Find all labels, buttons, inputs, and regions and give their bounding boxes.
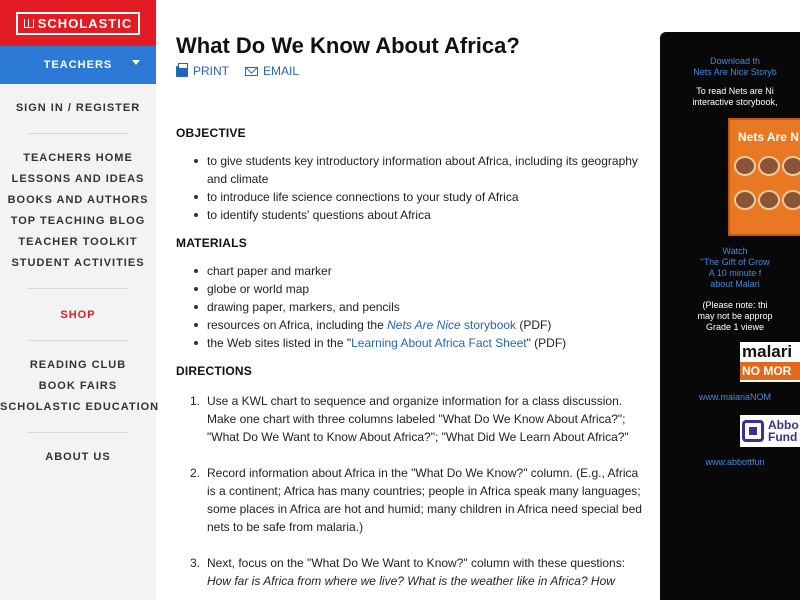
abbott-words: [768, 419, 799, 443]
nav-shop[interactable]: SHOP: [60, 309, 96, 321]
promo-line: may not be approp: [697, 311, 773, 321]
face-icon: [734, 156, 756, 176]
nav-top-teaching-blog[interactable]: TOP TEACHING BLOG: [10, 215, 146, 227]
email-button[interactable]: [245, 64, 299, 78]
logo-bar: [0, 0, 156, 46]
face-icon: [758, 156, 780, 176]
promo-note-text: [660, 300, 800, 333]
abbott-mark-icon: [742, 420, 764, 442]
step-number: 3.: [190, 556, 201, 570]
print-button[interactable]: [176, 64, 229, 78]
list-item: drawing paper, markers, and pencils: [176, 298, 646, 316]
nav-student-activities[interactable]: STUDENT ACTIVITIES: [11, 257, 145, 269]
children-photo: [734, 156, 800, 222]
link-text: storybook: [460, 318, 517, 332]
step-number: 2.: [190, 466, 201, 480]
list-item: to give students key introductory information about Africa, including its geography and climate: [176, 152, 646, 188]
material-text: (PDF): [516, 318, 552, 332]
step-number: 1.: [190, 394, 201, 408]
promo-line: about Malari: [710, 279, 760, 289]
list-item: [176, 334, 646, 352]
print-label: PRINT: [193, 64, 229, 78]
book-icon: [24, 19, 34, 28]
nav-scholastic-education[interactable]: SCHOLASTIC EDUCATION: [0, 401, 160, 413]
objective-list: [176, 152, 646, 224]
article-body: [176, 124, 646, 600]
audience-label: TEACHERS: [43, 59, 113, 71]
list-item: to identify students' questions about Africa: [176, 206, 646, 224]
nets-are-nice-storybook-link[interactable]: [387, 318, 516, 332]
sign-in-register-link[interactable]: SIGN IN / REGISTER: [15, 102, 141, 114]
materials-list: [176, 262, 646, 352]
link-italic-text: Nets Are Nice: [387, 318, 461, 332]
list-item: [176, 316, 646, 334]
direction-step: [176, 464, 646, 536]
malaria-url-link[interactable]: www.malariaNOM: [698, 392, 771, 402]
face-icon: [782, 190, 800, 210]
fact-sheet-link[interactable]: Learning About Africa Fact Sheet: [351, 336, 527, 350]
logo-text: Fund: [768, 430, 798, 444]
material-text: " (PDF): [526, 336, 567, 350]
face-icon: [782, 156, 800, 176]
logo-text: SCHOLASTIC: [37, 15, 133, 31]
abbott-fund-logo[interactable]: [740, 415, 800, 447]
audience-dropdown[interactable]: [0, 46, 156, 84]
article-actions: [176, 64, 299, 78]
nav-teacher-toolkit[interactable]: TEACHER TOOLKIT: [18, 236, 138, 248]
logo-text: malari: [742, 342, 793, 361]
nav-reading-club[interactable]: READING CLUB: [29, 359, 127, 371]
promo-panel: [660, 32, 800, 600]
nav-teachers-home[interactable]: TEACHERS HOME: [23, 152, 133, 164]
book-cover-title: Nets Are N: [738, 130, 799, 144]
nav-about-us[interactable]: ABOUT US: [45, 451, 111, 463]
material-text: resources on Africa, including the: [207, 318, 388, 332]
promo-line: (Please note: thi: [702, 300, 768, 310]
list-item: to introduce life science connections to your study of Africa: [176, 188, 646, 206]
malaria-no-more-logo[interactable]: [740, 342, 800, 382]
face-icon: [758, 190, 780, 210]
materials-heading: MATERIALS: [176, 236, 247, 250]
logo-text: NO MOR: [740, 362, 800, 380]
abbott-url-link[interactable]: www.abbottfun: [705, 457, 765, 467]
step-text: Use a KWL chart to sequence and organize information for a class discussion. Make one chart with three columns labeled "What Do We Know About Africa?"; "What Do We Want to Know About Africa?"; "What Did We Learn About Africa?": [207, 394, 629, 444]
step-text: Record information about Africa in the "What Do We Know?" column. (E.g., Africa is a continent; Africa has many countries; people in Africa speak many languages; some places in Africa are hot and humid; many children in Africa need special bed nets to be safe from malaria.): [207, 466, 642, 534]
chevron-down-icon: [132, 60, 140, 65]
left-sidebar: [0, 0, 160, 600]
nav-book-fairs[interactable]: BOOK FAIRS: [38, 380, 118, 392]
directions-heading: DIRECTIONS: [176, 364, 253, 378]
promo-line: Watch: [722, 246, 748, 256]
direction-step: [176, 554, 646, 590]
promo-line: A 10 minute f: [708, 268, 762, 278]
watch-video-link[interactable]: [660, 246, 800, 290]
promo-line: To read Nets are Ni: [696, 86, 774, 96]
nav-lessons-and-ideas[interactable]: LESSONS AND IDEAS: [11, 173, 145, 185]
promo-line: "The Gift of Grow: [700, 257, 770, 267]
objective-heading: OBJECTIVE: [176, 126, 246, 140]
promo-line: Grade 1 viewe: [705, 322, 765, 332]
list-item: globe or world map: [176, 280, 646, 298]
list-item: chart paper and marker: [176, 262, 646, 280]
download-link[interactable]: [660, 56, 800, 78]
promo-read-text: [660, 86, 800, 108]
promo-line: interactive storybook,: [692, 97, 778, 107]
direction-step: [176, 392, 646, 446]
step-text: Next, focus on the "What Do We Want to Know?" column with these questions:: [207, 556, 626, 570]
directions-list: [176, 392, 646, 590]
storybook-cover-image[interactable]: [728, 118, 800, 236]
nav-books-and-authors[interactable]: BOOKS AND AUTHORS: [7, 194, 149, 206]
envelope-icon: [245, 67, 258, 76]
material-text: the Web sites listed in the ": [207, 336, 352, 350]
email-label: EMAIL: [263, 64, 300, 78]
printer-icon: [176, 66, 188, 77]
scholastic-logo[interactable]: [16, 12, 141, 35]
promo-line: Download th: [709, 56, 761, 66]
promo-line: Nets Are Nice Storyb: [693, 67, 777, 77]
page-title: What Do We Know About Africa?: [176, 33, 520, 58]
logo-text: Abbo: [768, 418, 799, 432]
face-icon: [734, 190, 756, 210]
step-italic-text: How far is Africa from where we live? What is the weather like in Africa? How: [207, 574, 615, 588]
